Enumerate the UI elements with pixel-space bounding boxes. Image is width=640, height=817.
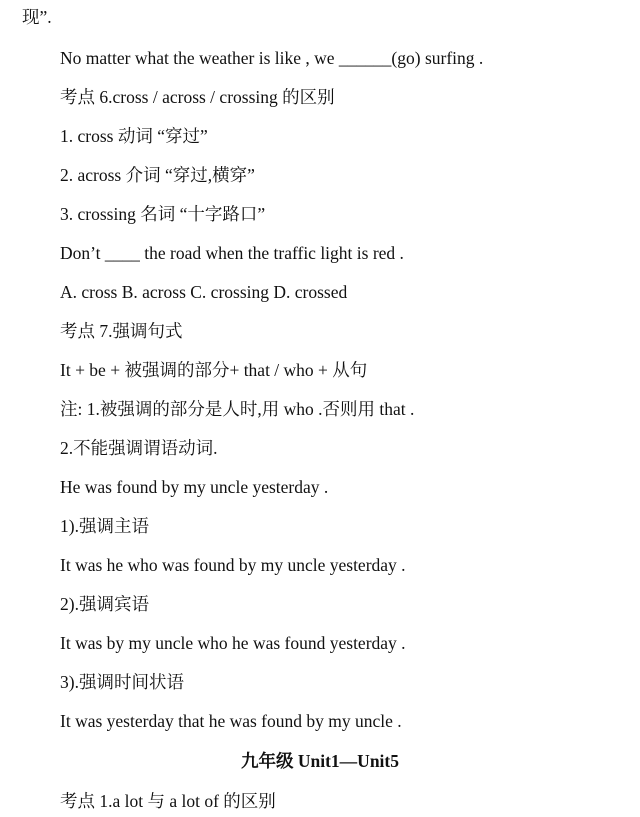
- text-line-list-item: 3. crossing 名词 “十字路口”: [60, 204, 266, 224]
- text-line-example-sentence: It was by my uncle who he was found yesterday .: [60, 633, 406, 653]
- text-line-exercise: Don’t ____ the road when the traffic light is red .: [60, 243, 404, 263]
- text-line-sub-heading: 3).强调时间状语: [60, 672, 184, 692]
- text-line-note: 2.不能强调谓语动词.: [60, 438, 218, 458]
- text-line-formula: It + be + 被强调的部分+ that / who + 从句: [60, 360, 368, 380]
- text-line-example-sentence: No matter what the weather is like , we ______(go) surfing .: [60, 48, 484, 68]
- text-line-point-heading: 考点 7.强调句式: [60, 321, 183, 341]
- text-line-example-sentence: It was yesterday that he was found by my uncle .: [60, 711, 402, 731]
- text-line-sub-heading: 2).强调宾语: [60, 594, 149, 614]
- text-line-example-sentence: It was he who was found by my uncle yesterday .: [60, 555, 406, 575]
- text-line-point-heading: 考点 6.cross / across / crossing 的区别: [60, 87, 335, 107]
- text-line-list-item: 1. cross 动词 “穿过”: [60, 126, 208, 146]
- text-line-options: A. cross B. across C. crossing D. crossed: [60, 282, 348, 302]
- text-line-list-item: 2. across 介词 “穿过,横穿”: [60, 165, 255, 185]
- text-line-note: 注: 1.被强调的部分是人时,用 who .否则用 that .: [60, 399, 415, 419]
- text-line-point-heading: 考点 1.a lot 与 a lot of 的区别: [60, 791, 276, 811]
- text-line-example-sentence: He was found by my uncle yesterday .: [60, 477, 329, 497]
- section-title: 九年级 Unit1—Unit5: [241, 751, 399, 771]
- text-line-sub-heading: 1).强调主语: [60, 516, 149, 536]
- text-line-continuation: 现”.: [22, 7, 52, 27]
